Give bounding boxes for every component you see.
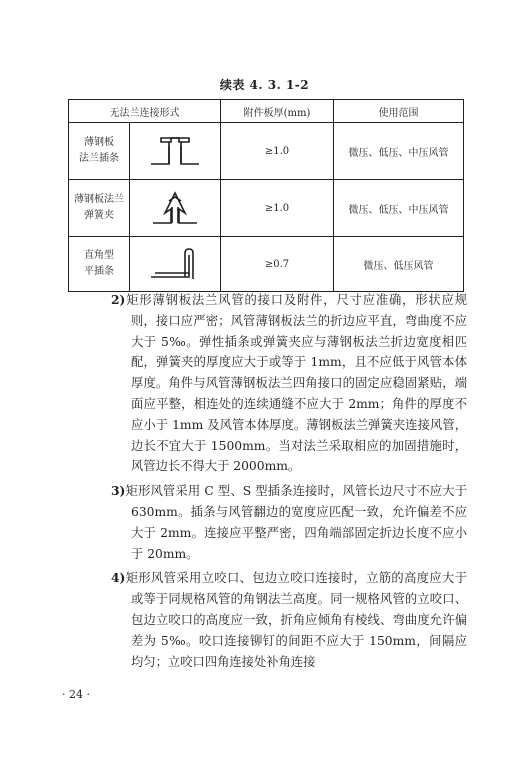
row-name-cell [69, 237, 130, 292]
row-scope: 微压、低压、中压风管 [334, 180, 464, 237]
body-text [111, 290, 467, 676]
row-scope: 微压、低压、中压风管 [334, 123, 464, 180]
row-name-cell [69, 123, 130, 180]
paragraph-item [111, 568, 467, 672]
item-number: 3) [111, 483, 126, 499]
paragraph-item [111, 290, 467, 477]
item-text: 矩形风管采用立咬口、包边立咬口连接时，立筋的高度应大于或等于同规格风管的角钢法兰高度。同一规格风管的立咬口、包边立咬口的高度应一致，折角应倾角有棱线、弯曲度允许偏差为 5‰。咬口连接铆钉的间距不应大于 150mm，间隔应均匀；立咬口四角连接处补角连接 [125, 571, 467, 669]
row-thickness: ≥1.0 [221, 180, 334, 237]
item-text: 矩形风管采用 C 型、S 型插条连接时，风管长边尺寸不应大于 630mm。插条与风管翻边的宽度应匹配一致，允许偏差不应大于 2mm。连接应平整严密，四角端部固定折边长度不应小于 20mm。 [125, 484, 467, 561]
header-scope: 使用范围 [334, 100, 464, 123]
item-text: 矩形薄钢板法兰风管的接口及附件，尺寸应准确，形状应规则，接口应严密；风管薄钢板法兰的折边应平直，弯曲度不应大于 5‰。弹性插条或弹簧夹应与薄钢板法兰折边宽度相匹配，弹簧夹的厚度应大于或等于 1mm，且不应低于风管本体厚度。角件与风管薄钢板法兰四角接口的固定应稳固紧贴，端面应平整，相连处的连续通缝不应大于 2mm；角件的厚度不应小于 1mm 及风管本体厚度。薄钢板法兰弹簧夹连接风管，边长不宜大于 1500mm。当对法兰采取相应的加固措施时，风管边长不得大于 2000mm。 [125, 293, 467, 474]
spring-clip-shape-icon [145, 187, 205, 227]
header-form: 无法兰连接形式 [69, 100, 221, 123]
flangeless-connection-table [68, 99, 464, 292]
table-header-row [69, 100, 464, 123]
page-number: · 24 · [62, 688, 90, 701]
row-shape-cell [130, 123, 221, 180]
table-row [69, 123, 464, 180]
row-name-line1: 直角型 [84, 250, 114, 261]
row-name-line1: 薄钢板 [84, 137, 114, 148]
item-number: 2) [111, 292, 126, 307]
header-thickness: 附件板厚(mm) [221, 100, 334, 123]
row-name-line2: 弹簧夹 [84, 210, 114, 221]
row-shape-cell [130, 180, 221, 237]
row-shape-cell [130, 237, 221, 292]
row-thickness: ≥1.0 [221, 123, 334, 180]
table-caption: 续表 4. 3. 1-2 [219, 78, 310, 92]
item-number: 4) [111, 570, 126, 586]
row-name-line2: 法兰插条 [79, 153, 119, 164]
row-name-line1: 薄钢板法兰 [74, 194, 124, 205]
row-scope: 微压、低压风管 [334, 237, 464, 292]
row-name-cell [69, 180, 130, 237]
table-row [69, 180, 464, 237]
table-row [69, 237, 464, 292]
row-thickness: ≥0.7 [221, 237, 334, 292]
flange-strip-shape-icon [145, 132, 205, 168]
row-name-line2: 平插条 [84, 266, 114, 277]
paragraph-item [111, 481, 467, 564]
right-angle-flat-strip-shape-icon [145, 243, 205, 283]
